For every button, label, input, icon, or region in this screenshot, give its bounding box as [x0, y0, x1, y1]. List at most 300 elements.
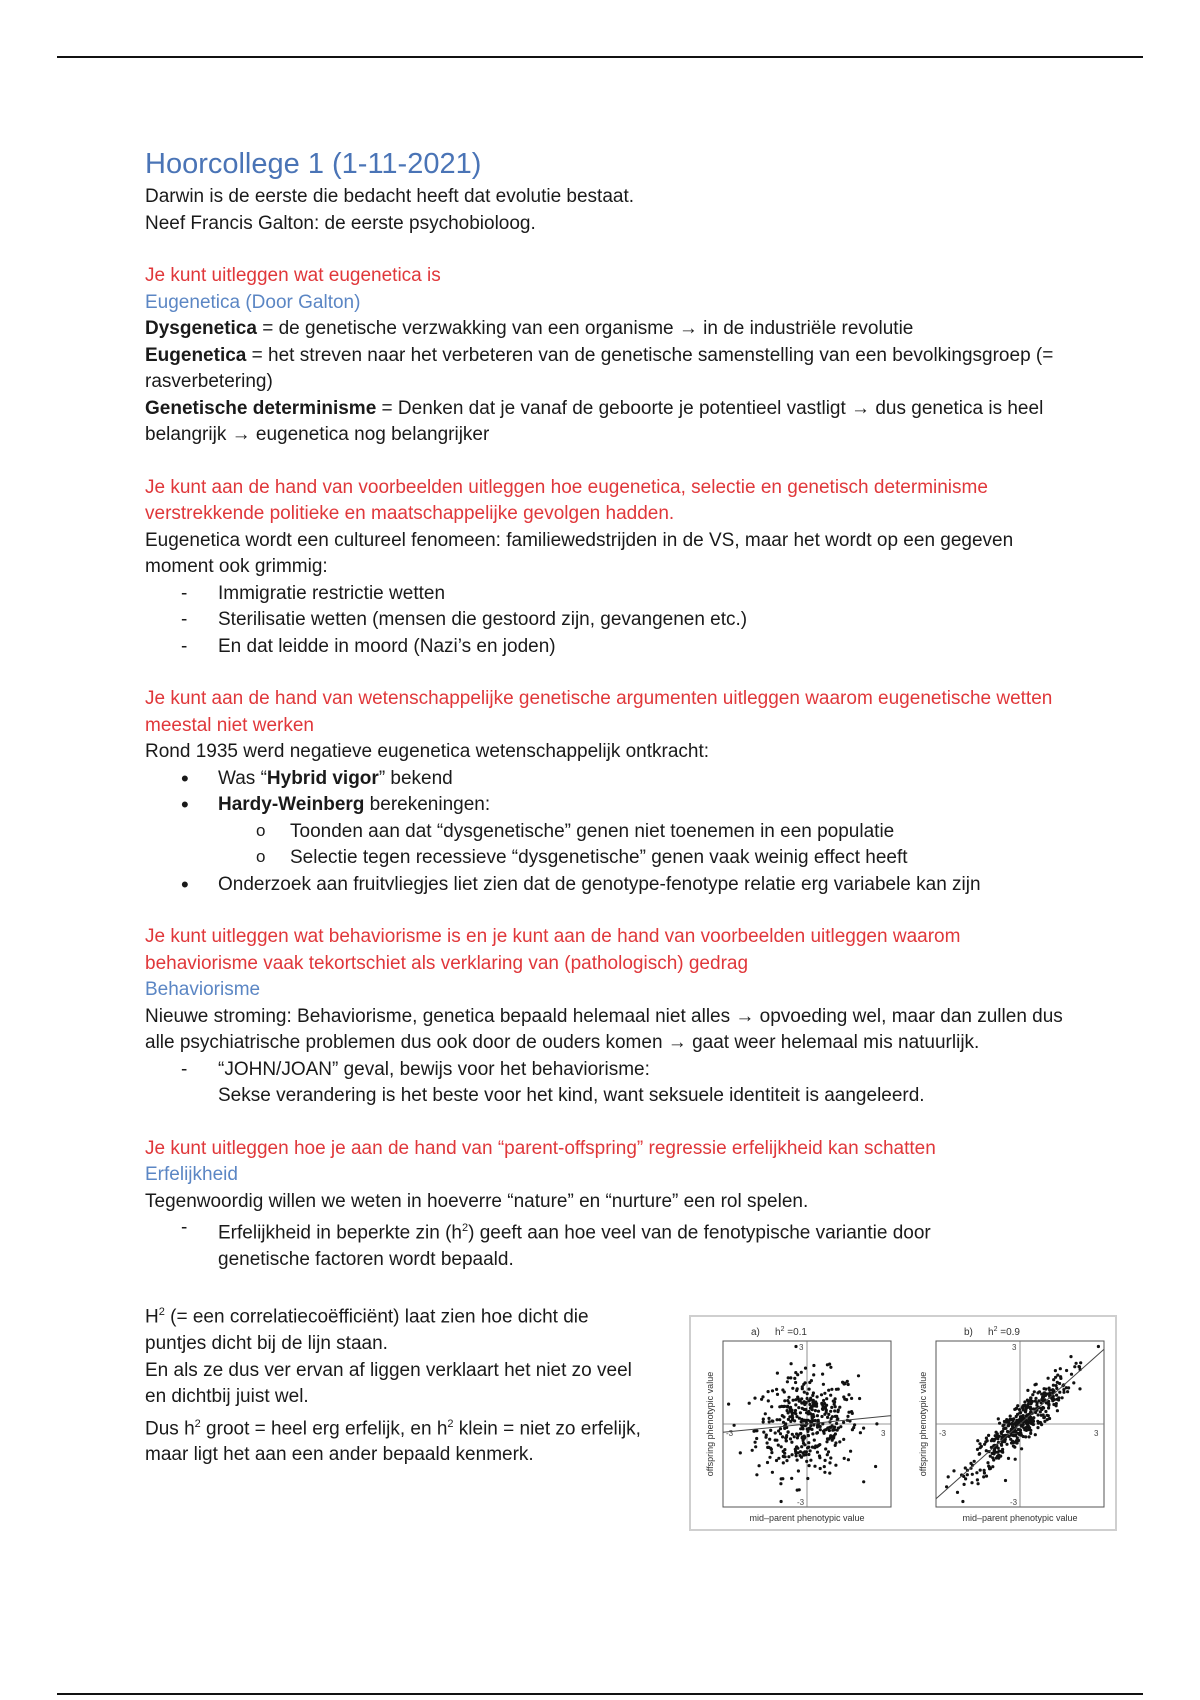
data-point	[793, 1435, 796, 1438]
data-point	[1066, 1390, 1069, 1393]
data-point	[825, 1411, 828, 1414]
data-point	[776, 1372, 779, 1375]
data-point	[961, 1500, 964, 1503]
data-point	[990, 1439, 993, 1442]
data-point	[1073, 1365, 1076, 1368]
data-point	[1024, 1409, 1027, 1412]
data-point	[832, 1400, 835, 1403]
data-point	[787, 1418, 790, 1421]
page-title: Hoorcollege 1 (1-11-2021)	[145, 148, 482, 180]
data-point	[835, 1422, 838, 1425]
data-point	[842, 1395, 845, 1398]
data-point	[964, 1466, 967, 1469]
data-point	[809, 1397, 812, 1400]
data-point	[1014, 1458, 1017, 1461]
data-point	[824, 1447, 827, 1450]
data-point	[799, 1432, 802, 1435]
definition-text: = Denken dat je vanaf de geboorte je potentieel vastligt → dus genetica is heel belangrijk → eugenetica nog belangrijker	[145, 397, 1044, 445]
data-point	[819, 1425, 822, 1428]
y-tick-label: -3	[1010, 1498, 1018, 1507]
panel-title: $h^2 =0.9$	[988, 1326, 1020, 1338]
data-point	[1054, 1376, 1057, 1379]
data-point	[979, 1446, 982, 1449]
data-point	[834, 1441, 837, 1444]
data-point	[862, 1427, 865, 1430]
data-point	[809, 1449, 812, 1452]
bottom-rule	[57, 1693, 1143, 1695]
data-point	[989, 1455, 992, 1458]
data-point	[982, 1475, 985, 1478]
data-point	[779, 1427, 782, 1430]
data-point	[826, 1453, 829, 1456]
data-point	[835, 1388, 838, 1391]
data-point	[1047, 1377, 1050, 1380]
data-point	[782, 1461, 785, 1464]
data-point	[842, 1438, 845, 1441]
data-point	[1046, 1418, 1049, 1421]
data-point	[1046, 1392, 1049, 1395]
bold-term: Hardy-Weinberg	[218, 794, 365, 815]
data-point	[975, 1471, 978, 1474]
data-point	[831, 1429, 834, 1432]
data-point	[768, 1456, 771, 1459]
data-point	[799, 1411, 802, 1414]
data-point	[1020, 1447, 1023, 1450]
data-point	[838, 1406, 841, 1409]
data-point	[822, 1430, 825, 1433]
data-point	[1008, 1435, 1011, 1438]
paragraph: Eugenetica wordt een cultureel fenomeen: familiewedstrijden in de VS, maar het wordt op een gegeven moment ook grimmig:	[145, 529, 1014, 577]
data-point	[1001, 1424, 1004, 1427]
data-point	[752, 1430, 755, 1433]
data-point	[796, 1396, 799, 1399]
x-axis-label: mid–parent phenotypic value	[749, 1513, 865, 1523]
paragraph: Nieuwe stroming: Behaviorisme, genetica bepaald helemaal niet alles → opvoeding wel, maar dan zullen dus alle psychiatrische problemen dus ook door de ouders komen → gaat weer helemaal mis natuurlijk.	[145, 1005, 1063, 1053]
data-point	[807, 1419, 810, 1422]
data-point	[801, 1387, 804, 1390]
data-point	[819, 1467, 822, 1470]
learning-objective: Je kunt aan de hand van voorbeelden uitleggen hoe eugenetica, selectie en genetisch determinisme verstrekkende politieke en maatschappelijke gevolgen hadden.	[145, 476, 988, 524]
data-point	[1036, 1391, 1039, 1394]
data-point	[827, 1389, 830, 1392]
data-point	[1000, 1444, 1003, 1447]
dash-list	[145, 581, 1065, 661]
data-point	[1034, 1397, 1037, 1400]
data-point	[971, 1473, 974, 1476]
data-point	[820, 1393, 823, 1396]
data-point	[846, 1415, 849, 1418]
data-point	[829, 1456, 832, 1459]
data-point	[1016, 1432, 1019, 1435]
x-tick-label: 3	[881, 1429, 886, 1438]
data-point	[1072, 1381, 1075, 1384]
data-point	[857, 1374, 860, 1377]
section-heading: Eugenetica (Door Galton)	[145, 291, 361, 313]
data-point	[781, 1388, 784, 1391]
data-point	[1011, 1434, 1014, 1437]
data-point	[985, 1475, 988, 1478]
data-point	[793, 1419, 796, 1422]
list-item: - Immigratie restrictie wetten	[145, 581, 1065, 608]
data-point	[1070, 1373, 1073, 1376]
data-point	[839, 1425, 842, 1428]
heritability-explanation	[145, 1299, 655, 1469]
data-point	[997, 1417, 1000, 1420]
data-point	[818, 1443, 821, 1446]
data-point	[1043, 1416, 1046, 1419]
data-point	[803, 1391, 806, 1394]
data-point	[821, 1373, 824, 1376]
data-point	[847, 1411, 850, 1414]
data-point	[1015, 1415, 1018, 1418]
data-point	[727, 1403, 730, 1406]
data-point	[983, 1443, 986, 1446]
data-point	[824, 1405, 827, 1408]
data-point	[789, 1406, 792, 1409]
list-item: o Toonden aan dat “dysgenetische” genen niet toenemen in een populatie	[145, 819, 1065, 846]
definition	[145, 316, 1065, 343]
paragraph: Dus $h^2$ groot = heel erg erfelijk, en $h^2$ klein = niet zo erfelijk, maar ligt het aan een ander bepaald kenmerk.	[145, 1417, 641, 1466]
data-point	[769, 1429, 772, 1432]
data-point	[800, 1456, 803, 1459]
data-point	[956, 1491, 959, 1494]
data-point	[847, 1458, 850, 1461]
data-point	[781, 1477, 784, 1480]
data-point	[754, 1445, 757, 1448]
panel-title: $h^2 =0.1$	[775, 1326, 807, 1338]
panel-label: b)	[964, 1327, 973, 1338]
paragraph: Rond 1935 werd negatieve eugenetica wetenschappelijk ontkracht:	[145, 741, 710, 762]
definition	[145, 343, 1065, 396]
data-point	[1022, 1435, 1025, 1438]
data-point	[774, 1431, 777, 1434]
data-point	[810, 1379, 813, 1382]
data-point	[1042, 1395, 1045, 1398]
x-axis-label: mid–parent phenotypic value	[962, 1513, 1078, 1523]
data-point	[771, 1471, 774, 1474]
data-point	[969, 1462, 972, 1465]
data-point	[1001, 1448, 1004, 1451]
data-point	[1075, 1362, 1078, 1365]
data-point	[1039, 1410, 1042, 1413]
data-point	[1079, 1361, 1082, 1364]
data-point	[808, 1388, 811, 1391]
data-point	[1019, 1432, 1022, 1435]
data-point	[1027, 1424, 1030, 1427]
data-point	[1006, 1430, 1009, 1433]
data-point	[1030, 1401, 1033, 1404]
data-point	[817, 1410, 820, 1413]
data-point	[803, 1443, 806, 1446]
data-point	[1013, 1441, 1016, 1444]
data-point	[795, 1445, 798, 1448]
data-point	[822, 1399, 825, 1402]
data-point	[796, 1459, 799, 1462]
data-point	[874, 1465, 877, 1468]
data-point	[1061, 1396, 1064, 1399]
term: Dysgenetica	[145, 318, 257, 339]
data-point	[790, 1477, 793, 1480]
data-point	[761, 1395, 764, 1398]
data-point	[823, 1471, 826, 1474]
data-point	[797, 1434, 800, 1437]
data-point	[1029, 1432, 1032, 1435]
data-point	[816, 1414, 819, 1417]
document-body	[145, 146, 1065, 1469]
data-point	[998, 1450, 1001, 1453]
data-point	[793, 1377, 796, 1380]
list-item: - En dat leidde in moord (Nazi’s en joden)	[145, 634, 1065, 661]
data-point	[1005, 1443, 1008, 1446]
data-point	[834, 1432, 837, 1435]
data-point	[811, 1405, 814, 1408]
data-point	[1011, 1422, 1014, 1425]
section-heading: Behaviorisme	[145, 979, 261, 1000]
list-item: - Erfelijkheid in beperkte zin $(h^2)$ geeft aan hoe veel van de fenotypische variantie door genetische factoren wordt bepaald.	[145, 1215, 1005, 1273]
data-point	[776, 1393, 779, 1396]
term: Eugenetica	[145, 344, 247, 366]
data-point	[1097, 1345, 1100, 1348]
data-point	[1012, 1417, 1015, 1420]
data-point	[803, 1436, 806, 1439]
data-point	[1002, 1434, 1005, 1437]
data-point	[786, 1380, 789, 1383]
data-point	[785, 1459, 788, 1462]
data-point	[1012, 1444, 1015, 1447]
data-point	[1016, 1441, 1019, 1444]
data-point	[733, 1424, 736, 1427]
data-point	[771, 1389, 774, 1392]
data-point	[827, 1450, 830, 1453]
data-point	[1027, 1403, 1030, 1406]
data-point	[790, 1441, 793, 1444]
learning-objective: Je kunt uitleggen wat eugenetica is	[145, 265, 441, 286]
data-point	[833, 1409, 836, 1412]
data-point	[1054, 1369, 1057, 1372]
learning-objective: Je kunt uitleggen wat behaviorisme is en je kunt aan de hand van voorbeelden uitleggen waarom behaviorisme vaak tekortschiet als verklaring van (pathologisch) gedrag	[145, 926, 961, 974]
data-point	[755, 1473, 758, 1476]
data-point	[1078, 1365, 1081, 1368]
data-point	[1058, 1391, 1061, 1394]
y-axis-label: offspring phenotypic value	[705, 1371, 715, 1477]
data-point	[859, 1431, 862, 1434]
data-point	[831, 1415, 834, 1418]
data-point	[1057, 1398, 1060, 1401]
data-point	[806, 1446, 809, 1449]
data-point	[794, 1398, 797, 1401]
data-point	[1016, 1438, 1019, 1441]
data-point	[787, 1455, 790, 1458]
sub-list	[145, 819, 1065, 872]
list-item: • Was “Hybrid vigor” bekend	[145, 766, 1065, 793]
data-point	[762, 1420, 765, 1423]
data-point	[998, 1422, 1001, 1425]
data-point	[1069, 1355, 1072, 1358]
data-point	[796, 1387, 799, 1390]
data-point	[828, 1472, 831, 1475]
data-point	[976, 1448, 979, 1451]
data-point	[753, 1397, 756, 1400]
y-tick-label: 3	[799, 1343, 804, 1352]
data-point	[755, 1437, 758, 1440]
learning-objective: Je kunt aan de hand van wetenschappelijke genetische argumenten uitleggen waarom eugenetische wetten meestal niet werken	[145, 688, 1053, 736]
data-point	[739, 1451, 742, 1454]
bullet-list	[145, 766, 1065, 819]
intro-line: Neef Francis Galton: de eerste psychobioloog.	[145, 212, 536, 234]
data-point	[979, 1469, 982, 1472]
data-point	[1062, 1391, 1065, 1394]
data-point	[762, 1418, 765, 1421]
data-point	[767, 1390, 770, 1393]
paragraph: Tegenwoordig willen we weten in hoeverre “nature” en “nurture” een rol spelen.	[145, 1190, 809, 1212]
data-point	[1078, 1387, 1081, 1390]
data-point	[780, 1445, 783, 1448]
data-point	[1059, 1367, 1062, 1370]
data-point	[812, 1373, 815, 1376]
data-point	[978, 1442, 981, 1445]
data-point	[851, 1412, 854, 1415]
data-point	[754, 1441, 757, 1444]
data-point	[807, 1441, 810, 1444]
data-point	[811, 1432, 814, 1435]
data-point	[812, 1364, 815, 1367]
data-point	[849, 1450, 852, 1453]
data-point	[1001, 1451, 1004, 1454]
bold-term: Hybrid vigor	[266, 767, 379, 789]
section-heading: Erfelijkheid	[145, 1164, 238, 1185]
data-point	[1047, 1406, 1050, 1409]
data-point	[1029, 1406, 1032, 1409]
data-point	[977, 1482, 980, 1485]
data-point	[1028, 1435, 1031, 1438]
data-point	[830, 1388, 833, 1391]
data-point	[1017, 1419, 1020, 1422]
data-point	[816, 1431, 819, 1434]
data-point	[1004, 1479, 1007, 1482]
data-point	[813, 1446, 816, 1449]
data-point	[748, 1402, 751, 1405]
data-point	[1026, 1389, 1029, 1392]
data-point	[862, 1480, 865, 1483]
data-point	[782, 1450, 785, 1453]
learning-objective: Je kunt uitleggen hoe je aan de hand van “parent-offspring” regressie erfelijkheid kan schatten	[145, 1137, 936, 1159]
data-point	[811, 1394, 814, 1397]
data-point	[789, 1437, 792, 1440]
data-point	[1011, 1425, 1014, 1428]
regression-figure	[689, 1315, 1117, 1531]
data-point	[806, 1477, 809, 1480]
data-point	[1059, 1375, 1062, 1378]
data-point	[1037, 1413, 1040, 1416]
data-point	[783, 1399, 786, 1402]
data-point	[1007, 1457, 1010, 1460]
definition-text: = de genetische verzwakking van een organisme → in de industriële revolutie	[256, 318, 914, 339]
data-point	[1067, 1386, 1070, 1389]
data-point	[1048, 1389, 1051, 1392]
data-point	[824, 1459, 827, 1462]
data-point	[775, 1388, 778, 1391]
data-point	[785, 1436, 788, 1439]
y-tick-label: 3	[1012, 1343, 1017, 1352]
data-point	[770, 1405, 773, 1408]
data-point	[766, 1441, 769, 1444]
data-point	[805, 1460, 808, 1463]
x-tick-label: 3	[1094, 1429, 1099, 1438]
data-point	[792, 1399, 795, 1402]
data-point	[779, 1482, 782, 1485]
data-point	[791, 1453, 794, 1456]
data-point	[985, 1437, 988, 1440]
data-point	[1007, 1424, 1010, 1427]
data-point	[769, 1447, 772, 1450]
data-point	[852, 1426, 855, 1429]
data-point	[1035, 1383, 1038, 1386]
data-point	[818, 1454, 821, 1457]
data-point	[786, 1409, 789, 1412]
data-point	[794, 1345, 797, 1348]
data-point	[1020, 1425, 1023, 1428]
data-point	[830, 1406, 833, 1409]
data-point	[996, 1437, 999, 1440]
data-point	[794, 1371, 797, 1374]
data-point	[1035, 1404, 1038, 1407]
paragraph: $H^2$ (= een correlatiecoëfficiënt) laat zien hoe dicht die puntjes dicht bij de lijn staan.	[145, 1306, 589, 1355]
data-point	[833, 1403, 836, 1406]
data-point	[780, 1405, 783, 1408]
data-point	[1058, 1382, 1061, 1385]
data-point	[1036, 1426, 1039, 1429]
data-point	[809, 1424, 812, 1427]
data-point	[826, 1416, 829, 1419]
data-point	[1023, 1400, 1026, 1403]
data-point	[787, 1430, 790, 1433]
data-point	[1027, 1417, 1030, 1420]
data-point	[797, 1469, 800, 1472]
data-point	[816, 1426, 819, 1429]
data-point	[996, 1432, 999, 1435]
data-point	[775, 1459, 778, 1462]
data-point	[843, 1457, 846, 1460]
data-point	[983, 1471, 986, 1474]
data-point	[799, 1399, 802, 1402]
data-point	[791, 1416, 794, 1419]
data-point	[1055, 1394, 1058, 1397]
bullet-list	[145, 872, 1065, 899]
data-point	[976, 1478, 979, 1481]
data-point	[841, 1381, 844, 1384]
data-point	[1009, 1438, 1012, 1441]
data-point	[789, 1376, 792, 1379]
data-point	[846, 1380, 849, 1383]
data-point	[1065, 1369, 1068, 1372]
data-point	[836, 1417, 839, 1420]
data-point	[821, 1403, 824, 1406]
intro-line: Darwin is de eerste die bedacht heeft dat evolutie bestaat.	[145, 186, 635, 207]
data-point	[1013, 1408, 1016, 1411]
data-point	[809, 1459, 812, 1462]
dash-list	[145, 1215, 1005, 1273]
data-point	[963, 1483, 966, 1486]
data-point	[834, 1415, 837, 1418]
data-point	[771, 1420, 774, 1423]
data-point	[966, 1473, 969, 1476]
data-point	[770, 1451, 773, 1454]
list-item: • Hardy-Weinberg berekeningen:	[145, 792, 1065, 819]
data-point	[823, 1465, 826, 1468]
data-point	[1021, 1406, 1024, 1409]
data-point	[796, 1489, 799, 1492]
data-point	[829, 1410, 832, 1413]
